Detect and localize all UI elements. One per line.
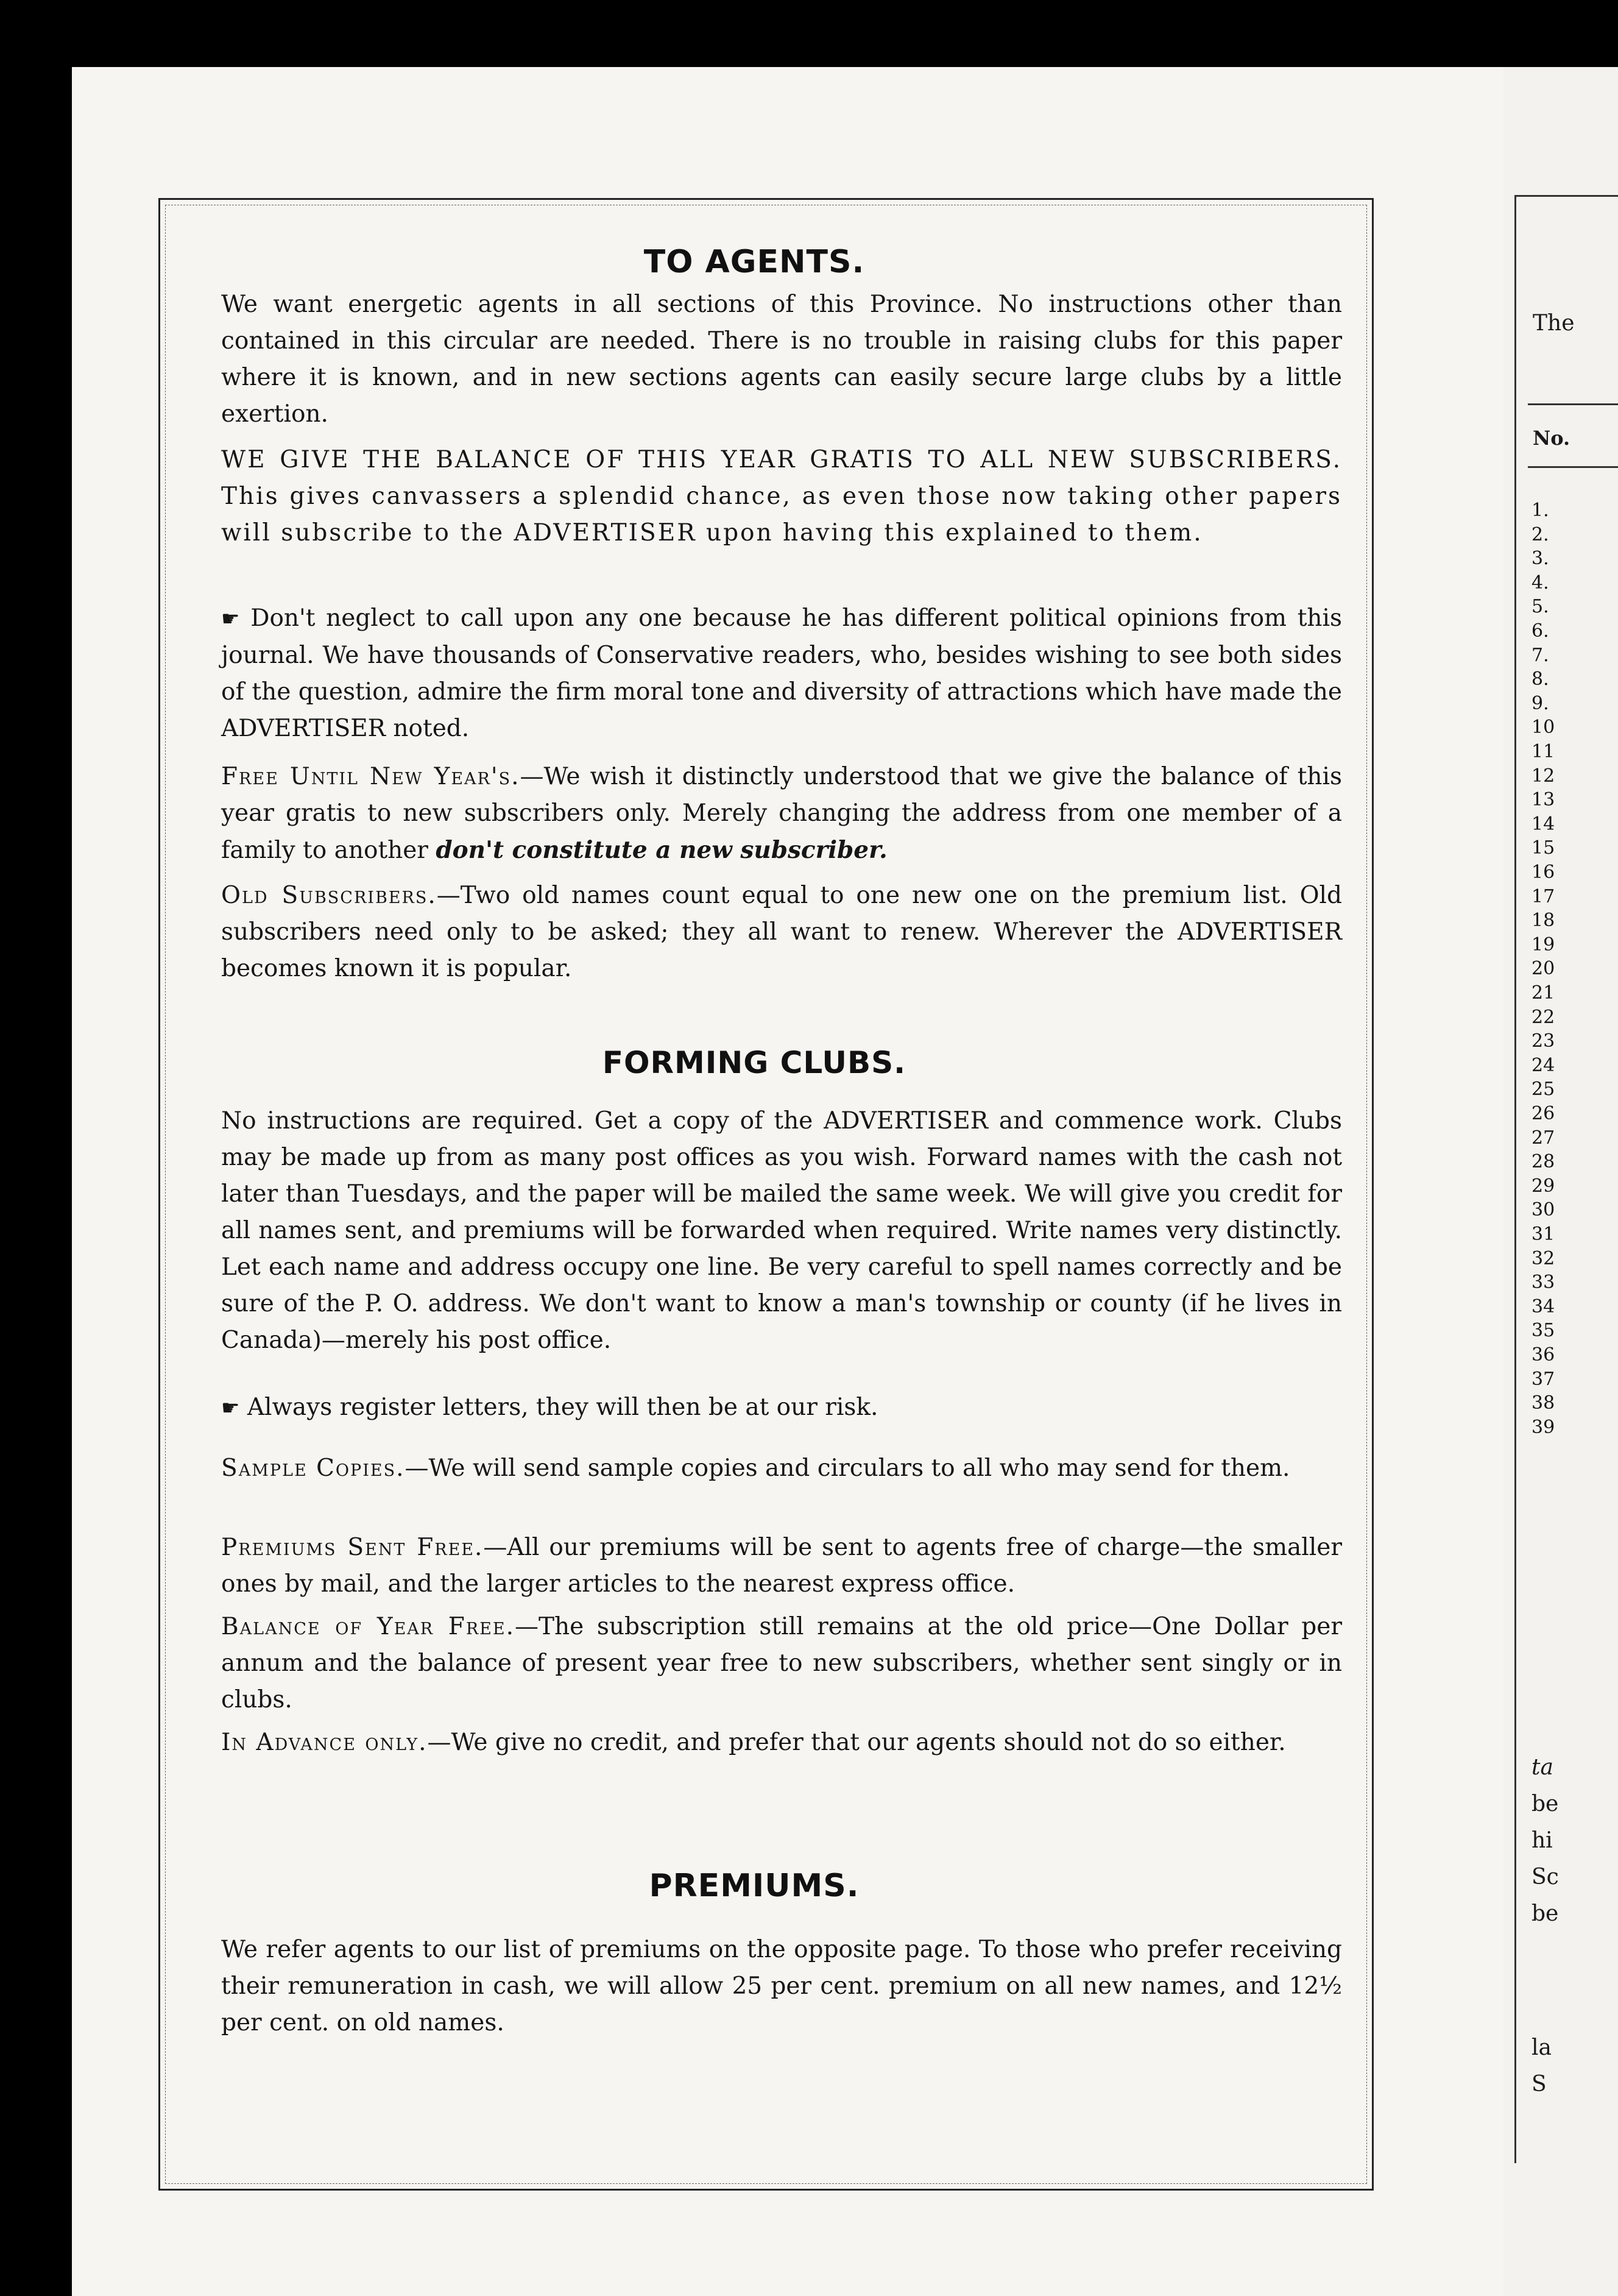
right-page-number: 20 (1531, 958, 1555, 980)
to-agents-paragraph-2-text: WE GIVE THE BALANCE OF THIS YEAR GRATIS TO ALL NEW SUBSCRIBERS. This gives canvassers a splendid chance, as even those now taking other papers will subscribe to the ADVERTISER upon having this explained to them. (221, 446, 1342, 547)
right-page-text-fragment: be (1531, 1901, 1559, 1926)
right-page-number: 10 (1531, 717, 1555, 739)
right-page-number: 23 (1531, 1030, 1555, 1052)
forming-clubs-paragraph-2-text: Always register letters, they will then be at our risk. (247, 1394, 878, 1421)
right-page-number: 9. (1531, 692, 1549, 714)
right-page-text-fragment: hi (1531, 1828, 1553, 1853)
forming-clubs-paragraph-1: No instructions are required. Get a copy of the ADVERTISER and commence work. Clubs may be made up from as many post offices as you wish. Forward names with the cash not later than Tuesdays, and the paper will be mailed the same week. We will give you credit for all names sent, and premiums will be forwarded when required. Write names very distinctly. Let each name and address occupy one line. Be very careful to spell names correctly and be sure of the P. O. address. We don't want to know a man's township or county (if he lives in Canada)—merely his post office. (221, 1107, 1342, 1354)
right-page-number: 34 (1531, 1295, 1555, 1317)
right-page-frame-top (1514, 195, 1618, 197)
right-page-number: 8. (1531, 668, 1549, 690)
right-page-number: 37 (1531, 1368, 1555, 1390)
to-agents-paragraph-1: We want energetic agents in all sections of this Province. No instructions other than contained in this circular are needed. There is no trouble in raising clubs for this paper where it is known, and in new sections agents can easily secure large clubs by a little exertion. (221, 291, 1342, 428)
right-page-number: 30 (1531, 1199, 1555, 1221)
right-page-number: 39 (1531, 1416, 1555, 1438)
in-advance-only-lead: In Advance only. (221, 1729, 428, 1756)
right-page-number: 24 (1531, 1054, 1555, 1076)
right-page-number: 36 (1531, 1344, 1555, 1366)
right-page-number: 11 (1531, 741, 1555, 762)
to-agents-paragraph-5-text: —Two old names count equal to one new one on the premium list. Old subscribers need only to be asked; they all want to renew. Wherever the ADVERTISER becomes known it is popular. (221, 882, 1342, 982)
right-page-number: 28 (1531, 1151, 1555, 1173)
right-page-header-fragment: The (1533, 311, 1575, 336)
forming-clubs-heading: FORMING CLUBS. (602, 1045, 906, 1080)
right-page-number: 35 (1531, 1320, 1555, 1342)
forming-clubs-paragraph-6-text: —We give no credit, and prefer that our agents should not do so either. (427, 1729, 1286, 1756)
right-page-number: 2. (1531, 523, 1549, 545)
premiums-paragraph-1: We refer agents to our list of premiums on the opposite page. To those who prefer receiving their remuneration in cash, we will allow 25 per cent. premium on all new names, and 12½ per cent. on old names. (221, 1936, 1342, 2036)
balance-of-year-free-lead: Balance of Year Free. (221, 1613, 515, 1640)
right-page-number: 1. (1531, 500, 1549, 521)
right-page-number: 15 (1531, 837, 1555, 859)
right-page-frame-left (1514, 195, 1516, 2163)
right-page-text-fragment: S (1531, 2072, 1547, 2097)
right-page-number: 17 (1531, 885, 1555, 907)
forming-clubs-paragraph-3-text: —We will send sample copies and circulars to all who may send for them. (404, 1454, 1290, 1482)
to-agents-paragraph-4 (221, 759, 1342, 869)
right-page-number: 19 (1531, 934, 1555, 955)
right-page-number: 7. (1531, 644, 1549, 666)
forming-clubs-paragraph-4-text: —All our premiums will be sent to agents free of charge—the smaller ones by mail, and the larger articles to the nearest express office. (221, 1534, 1342, 1598)
to-agents-paragraph-4-emphasis: don't constitute a new subscriber. (436, 836, 888, 864)
right-page-text-fragment: be (1531, 1791, 1559, 1816)
scan-border-left (0, 0, 72, 2296)
pointing-hand-icon: ☛ (221, 1396, 240, 1420)
right-page-number: 31 (1531, 1224, 1555, 1245)
old-subscribers-lead: Old Subscribers. (221, 882, 437, 909)
forming-clubs-paragraph-5-text: —The subscription still remains at the old price—One Dollar per annum and the balance of present year free to new subscribers, whether sent singly or in clubs. (221, 1613, 1342, 1713)
right-page-number: 29 (1531, 1175, 1555, 1197)
pointing-hand-icon: ☛ (221, 607, 240, 631)
forming-clubs-paragraph-5 (221, 1609, 1342, 1718)
right-page-rule (1528, 466, 1618, 468)
right-page-fragment (1503, 67, 1618, 2296)
right-page-number: 26 (1531, 1103, 1555, 1124)
right-page-number: 33 (1531, 1272, 1555, 1294)
right-page-number: 13 (1531, 789, 1555, 811)
right-page-number: 32 (1531, 1247, 1555, 1269)
scan-border-top (0, 0, 1618, 67)
right-page-number: 6. (1531, 620, 1549, 642)
right-page-number: 12 (1531, 765, 1555, 787)
right-page-number: 5. (1531, 596, 1549, 618)
right-page-number: 18 (1531, 910, 1555, 932)
left-page (72, 67, 1503, 2296)
right-page-text-fragment: ta (1531, 1755, 1553, 1780)
scanned-spread (72, 67, 1618, 2296)
right-page-number: 21 (1531, 982, 1555, 1004)
right-page-number: 3. (1531, 548, 1549, 570)
to-agents-heading: TO AGENTS. (643, 244, 865, 280)
forming-clubs-paragraph-4 (221, 1529, 1342, 1603)
right-page-text-fragment: la (1531, 2035, 1552, 2060)
forming-clubs-paragraph-3 (221, 1450, 1342, 1487)
to-agents-paragraph-3-text: Don't neglect to call upon any one because he has different political opinions from this journal. We have thousands of Conservative readers, who, besides wishing to see both sides of the question, admire the firm moral tone and diversity of attractions which have made the ADVERTISER noted. (221, 604, 1342, 742)
premiums-heading: PREMIUMS. (649, 1868, 860, 1904)
right-page-number: 38 (1531, 1392, 1555, 1414)
to-agents-paragraph-5 (221, 877, 1342, 987)
forming-clubs-paragraph-6 (221, 1724, 1342, 1761)
right-page-number: 4. (1531, 572, 1549, 593)
right-page-number: 16 (1531, 862, 1555, 883)
to-agents-paragraph-2 (221, 442, 1342, 551)
forming-clubs-paragraph-2 (221, 1389, 1342, 1426)
right-page-number: 22 (1531, 1006, 1555, 1028)
right-page-number: 14 (1531, 813, 1555, 835)
right-page-rule (1528, 403, 1618, 405)
sample-copies-lead: Sample Copies. (221, 1454, 405, 1482)
right-page-col-label: No. (1533, 427, 1570, 450)
right-page-number: 27 (1531, 1127, 1555, 1149)
premiums-sent-free-lead: Premiums Sent Free. (221, 1534, 484, 1561)
right-page-number: 25 (1531, 1079, 1555, 1100)
to-agents-paragraph-4-text: —We wish it distinctly understood that we give the balance of this year gratis to new subscribers only. Merely changing the address from one member of a family to another (221, 763, 1342, 864)
to-agents-paragraph-3 (221, 600, 1342, 747)
right-page-text-fragment: Sc (1531, 1865, 1559, 1890)
free-until-new-years-lead: Free Until New Year's. (221, 763, 520, 790)
